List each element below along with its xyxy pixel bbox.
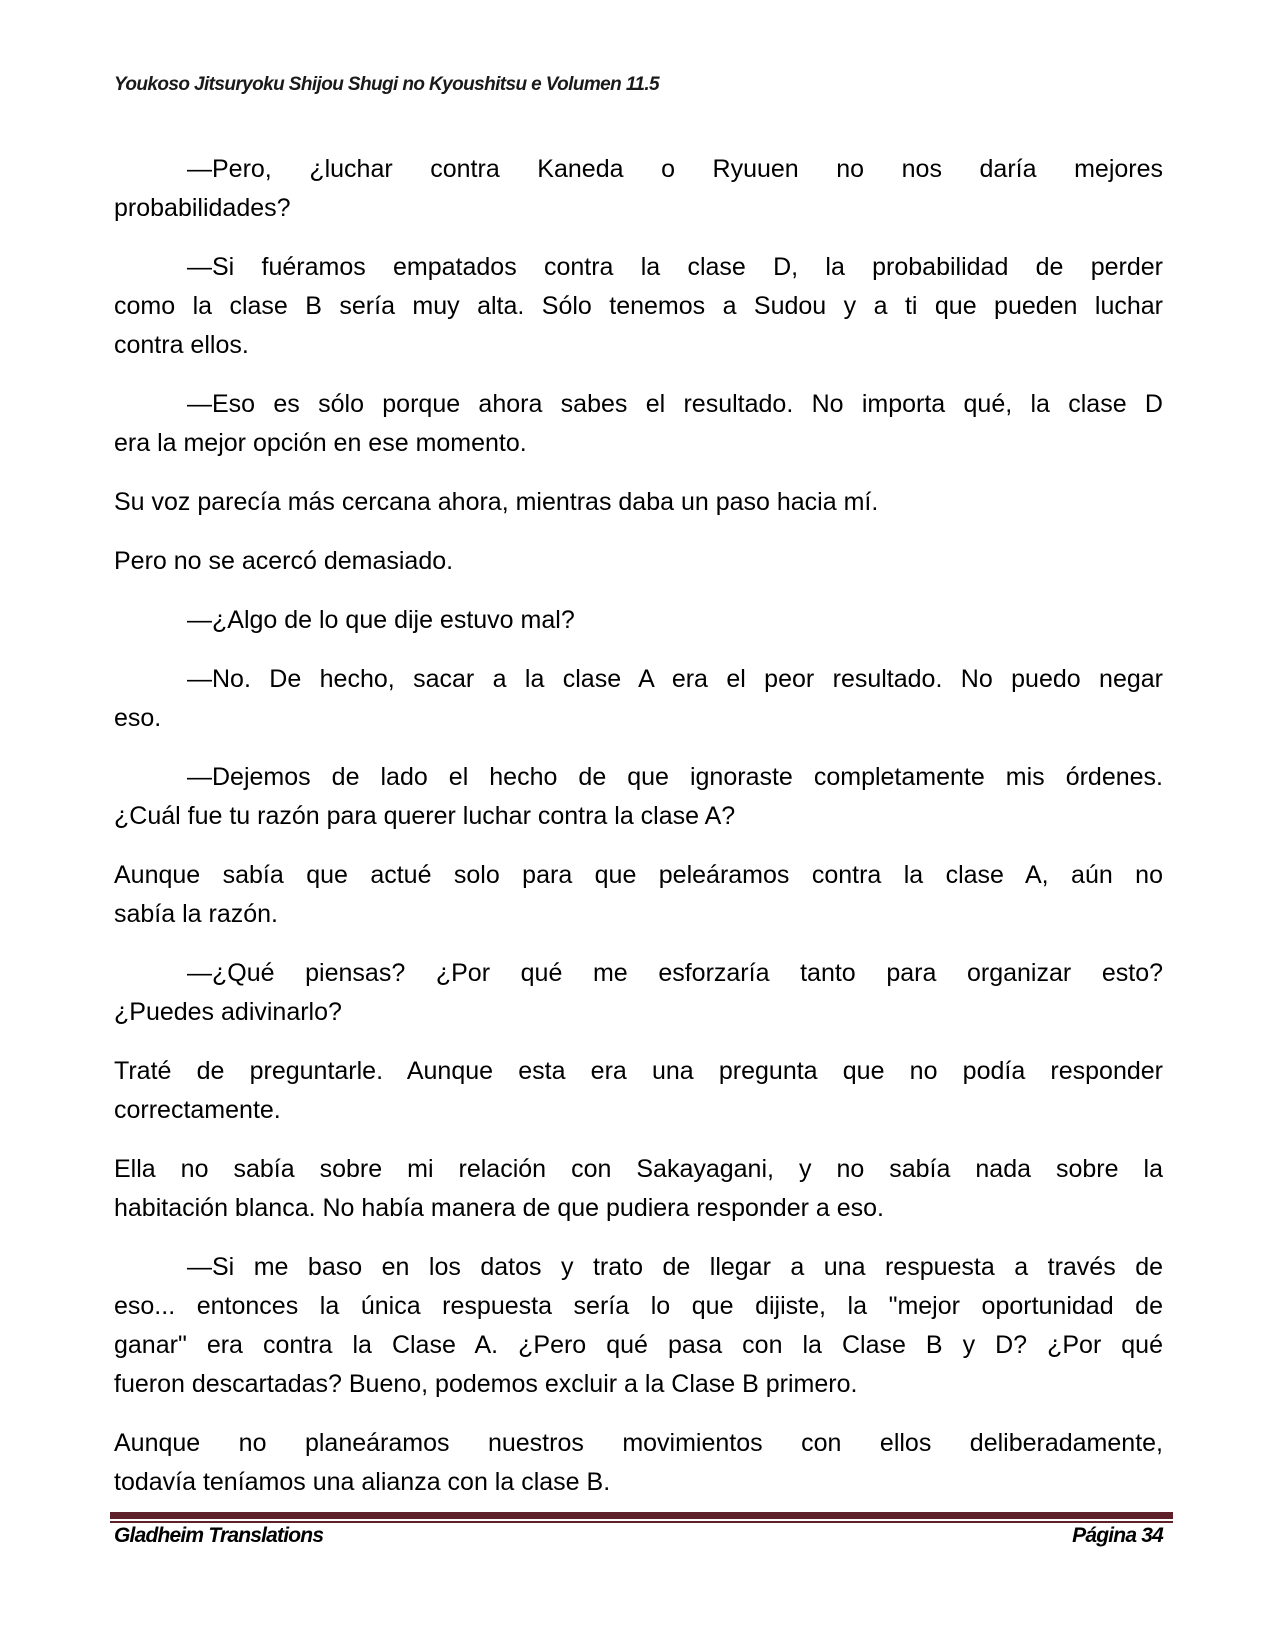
paragraph <box>114 385 1163 463</box>
text-line: —Si me baso en los datos y trato de llegar a una respuesta a través de <box>187 1253 1163 1281</box>
paragraph <box>114 1052 1163 1130</box>
text-line: Aunque no planeáramos nuestros movimientos con ellos deliberadamente, <box>114 1429 1163 1457</box>
text-line: Traté de preguntarle. Aunque esta era una pregunta que no podía responder <box>114 1057 1163 1085</box>
running-header: Youkoso Jitsuryoku Shijou Shugi no Kyoushitsu e Volumen 11.5 <box>114 74 659 95</box>
text-line: Aunque sabía que actué solo para que peleáramos contra la clase A, aún no <box>114 861 1163 889</box>
paragraph <box>114 660 1163 738</box>
text-line: Pero no se acercó demasiado. <box>114 547 454 575</box>
page-number: Página 34 <box>1072 1524 1163 1547</box>
text-line: —Eso es sólo porque ahora sabes el resultado. No importa qué, la clase D <box>187 390 1163 418</box>
text-line: correctamente. <box>114 1096 281 1124</box>
text-line: eso. <box>114 704 162 732</box>
paragraph <box>114 150 1163 228</box>
text-line: sabía la razón. <box>114 900 278 928</box>
text-line: ganar" era contra la Clase A. ¿Pero qué pasa con la Clase B y D? ¿Por qué <box>114 1331 1163 1359</box>
text-line: todavía teníamos una alianza con la clase B. <box>114 1468 611 1496</box>
text-line: habitación blanca. No había manera de que pudiera responder a eso. <box>114 1194 884 1222</box>
text-line: —¿Qué piensas? ¿Por qué me esforzaría tanto para organizar esto? <box>187 959 1163 987</box>
text-line: probabilidades? <box>114 194 291 222</box>
text-line: contra ellos. <box>114 331 249 359</box>
text-line: —Si fuéramos empatados contra la clase D, la probabilidad de perder <box>187 253 1163 281</box>
text-line: Ella no sabía sobre mi relación con Sakayagani, y no sabía nada sobre la <box>114 1155 1163 1183</box>
document-body <box>114 150 1163 1522</box>
paragraph <box>114 601 1163 640</box>
text-line: —Dejemos de lado el hecho de que ignoraste completamente mis órdenes. <box>187 763 1163 791</box>
footer-publisher: Gladheim Translations <box>114 1524 324 1547</box>
paragraph <box>114 1150 1163 1228</box>
text-line: ¿Cuál fue tu razón para querer luchar contra la clase A? <box>114 802 736 830</box>
text-line: como la clase B sería muy alta. Sólo tenemos a Sudou y a ti que pueden luchar <box>114 292 1163 320</box>
footer-rule-thin <box>110 1521 1173 1523</box>
paragraph <box>114 1248 1163 1404</box>
paragraph <box>114 248 1163 365</box>
text-line: —No. De hecho, sacar a la clase A era el peor resultado. No puedo negar <box>187 665 1163 693</box>
text-line: ¿Puedes adivinarlo? <box>114 998 342 1026</box>
footer-rule <box>110 1512 1173 1519</box>
text-line: fueron descartadas? Bueno, podemos excluir a la Clase B primero. <box>114 1370 858 1398</box>
text-line: —¿Algo de lo que dije estuvo mal? <box>187 606 575 634</box>
paragraph <box>114 856 1163 934</box>
text-line: —Pero, ¿luchar contra Kaneda o Ryuuen no nos daría mejores <box>187 155 1163 183</box>
paragraph <box>114 758 1163 836</box>
text-line: era la mejor opción en ese momento. <box>114 429 527 457</box>
text-line: eso... entonces la única respuesta sería lo que dijiste, la "mejor oportunidad de <box>114 1292 1163 1320</box>
text-line: Su voz parecía más cercana ahora, mientras daba un paso hacia mí. <box>114 488 879 516</box>
paragraph <box>114 542 1163 581</box>
paragraph <box>114 1424 1163 1502</box>
paragraph <box>114 483 1163 522</box>
paragraph <box>114 954 1163 1032</box>
